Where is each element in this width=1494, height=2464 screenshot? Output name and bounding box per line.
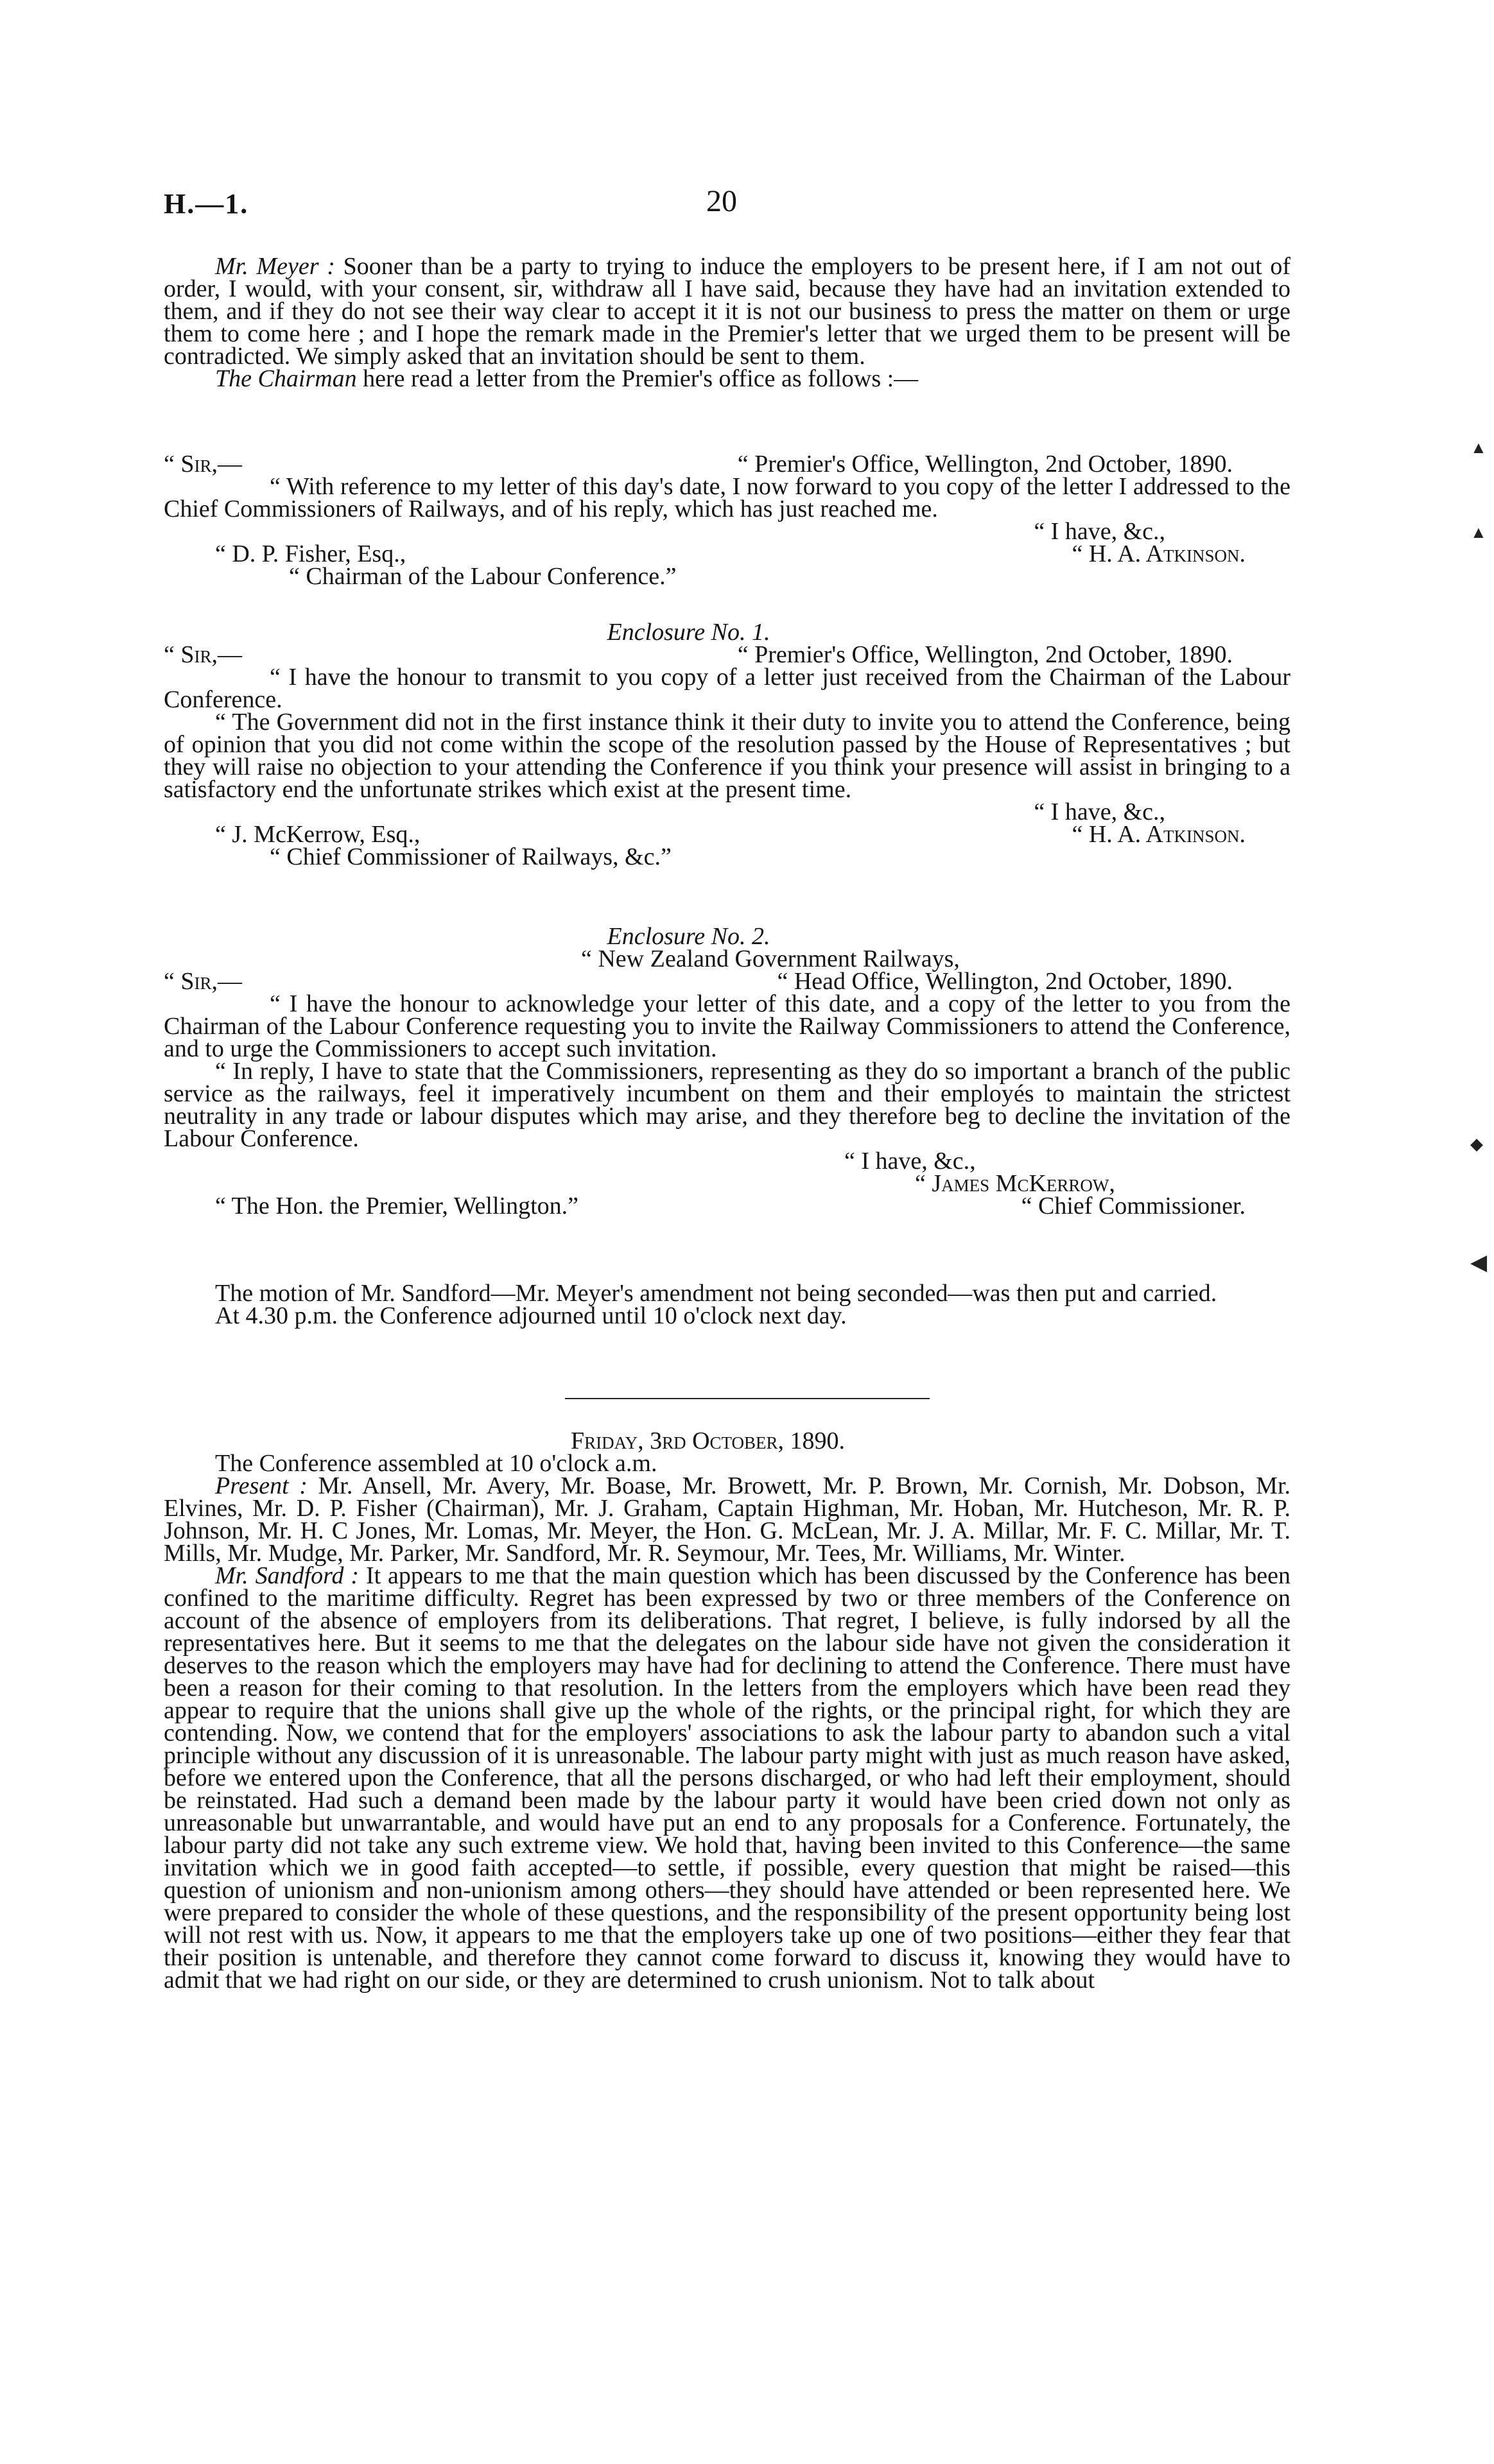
letter-salutation: “ Sir,— — [164, 451, 242, 478]
motion-paragraph: The motion of Mr. Sandford—Mr. Meyer's amendment not being seconded—was then put and carried. — [215, 1280, 1217, 1307]
enclosure-2-title: Enclosure No. 2. — [607, 923, 770, 950]
letter-addressee-title: “ Chairman of the Labour Conference.” — [289, 563, 677, 590]
speaker-meyer: Mr. Meyer : — [215, 253, 335, 280]
present-list: Mr. Ansell, Mr. Avery, Mr. Boase, Mr. Browett, Mr. P. Brown, Mr. Cornish, Mr. Dobson, Mr. Elvines, Mr. D. P. Fisher (Chairman), Mr. J. Graham, Captain Highman, Mr. Hoban, Mr. Hutcheson, Mr. R. P. Johnson, Mr. H. C Jones, Mr. Lomas, Mr. Meyer, the Hon. G. McLean, Mr. J. A. Millar, Mr. F. C. Millar, Mr. T. Mills, Mr. Mudge, Mr. Parker, Mr. Sandford, Mr. R. Seymour, Mr. Tees, Mr. Williams, Mr. Winter. — [164, 1472, 1291, 1567]
enclosure-1-body-2: “ The Government did not in the first instance think it their duty to invite you to attend the Conference, being of opinion that you did not come within the scope of the resolution passed by the House of Representatives ; but they will raise no objection to your attending the Conference if you think your presence will assist in bringing to a satisfactory end the unfortunate strikes which exist at the present time. — [164, 709, 1290, 803]
enclosure-2-closing: “ I have, &c., — [844, 1148, 976, 1175]
sandford-paragraph — [164, 1562, 1291, 1994]
enclosure-1-salutation: “ Sir,— — [164, 641, 242, 668]
enclosure-1-heading-row — [164, 641, 1290, 668]
enclosure-1-addressee: “ J. McKerrow, Esq., — [215, 821, 421, 848]
margin-mark: ◀ — [1470, 1251, 1488, 1275]
enclosure-2-body-1: “ I have the honour to acknowledge your letter of this date, and a copy of the letter to you from the Chairman of the Labour Conference requesting you to invite the Railway Commissioners to attend the Conference, and to urge the Commissioners to accept such invitation. — [164, 990, 1290, 1062]
enclosure-2 — [164, 923, 1290, 1219]
speaker-chairman: The Chairman — [215, 365, 357, 392]
enclosure-2-addressee: “ The Hon. the Premier, Wellington.” — [215, 1193, 578, 1219]
speaker-sandford: Mr. Sandford : — [215, 1562, 360, 1589]
letter-sign-row — [164, 540, 1290, 567]
letter-addressee: “ D. P. Fisher, Esq., — [215, 540, 406, 567]
letter-place-date: “ Premier's Office, Wellington, 2nd October, 1890. — [737, 451, 1233, 478]
enclosure-2-sign-row — [164, 1195, 1290, 1218]
margin-mark: ◆ — [1470, 1135, 1483, 1153]
sandford-text: It appears to me that the main question which has been discussed by the Conference has been confined to the maritime difficulty. Regret has been expressed by two or three members of the Conference on account of the absence of employers from its deliberations. That regret, I believe, is fully indorsed by all the representatives here. But it seems to me that the delegates on the labour side have not given the consideration it deserves to the reason which the employers may have had for declining to attend the Conference. There must have been a reason for their coming to that resolution. In the letters from the employers which have been read they appear to require that the unions shall give up the whole of the rights, or the principal right, for which they are contending. Now, we contend that for the employers' associations to ask the labour party to abandon such a vital principle without any discussion of it is unreasonable. The labour party might with just as much reason have asked, before we entered upon the Conference, that all the persons discharged, or who had left their employment, should be reinstated. Had such a demand been made by the labour party it would have been cried down not only as unreasonable but unwarrantable, and would have put an end to any proposals for a Conference. Fortunately, the labour party did not take any such extreme view. We hold that, having been invited to this Conference—the same invitation which we in good faith accepted—to settle, if possible, every question that might be raised—this question of unionism and non-unionism among others—they should have attended or been represented here. We were prepared to consider the whole of these questions, and the responsibility of the present opportunity being lost will not rest with us. Now, it appears to me that the employers take up one of two positions—either they fear that their position is untenable, and therefore they cannot come forward to discuss it, knowing they would have to admit that we had right on our side, or they are determined to crush unionism. Not to talk about — [164, 1562, 1291, 1994]
enclosure-1-signature: “ H. A. Atkinson. — [1072, 821, 1246, 848]
enclosure-2-signature: “ James McKerrow, — [915, 1170, 1115, 1197]
chairman-paragraph — [164, 365, 1290, 392]
enclosure-2-body-2: “ In reply, I have to state that the Commissioners, representing as they do so important a branch of the public service as the railways, feel it imperatively incumbent on them and their employés to maintain the strictest neutrality in any trade or labour disputes which may arise, and they therefore beg to decline the invitation of the Labour Conference. — [164, 1058, 1290, 1152]
assembled-paragraph: The Conference assembled at 10 o'clock a.m. — [215, 1450, 657, 1477]
meyer-text: Sooner than be a party to trying to induce the employers to be present here, if I am not out of order, I would, with your consent, sir, withdraw all I have said, because they have had an invitation extended to them, and if they do not see their way clear to accept it it is not our business to press the matter on them or urge them to come here ; and I hope the remark made in the Premier's letter that we urged them to be present will be contradicted. We simply asked that an invitation should be sent to them. — [164, 253, 1291, 370]
letter-signature: “ H. A. Atkinson. — [1072, 540, 1246, 567]
page-number: 20 — [706, 184, 737, 218]
present-label: Present : — [215, 1472, 308, 1499]
motion-section — [164, 1282, 1290, 1327]
meyer-paragraph — [164, 255, 1290, 368]
letter-premier — [164, 453, 1290, 588]
enclosure-1-place-date: “ Premier's Office, Wellington, 2nd October, 1890. — [737, 641, 1233, 668]
adjournment-paragraph: At 4.30 p.m. the Conference adjourned until 10 o'clock next day. — [215, 1302, 847, 1329]
chairman-text: here read a letter from the Premier's office as follows :— — [363, 365, 919, 392]
enclosure-1-title: Enclosure No. 1. — [607, 619, 770, 646]
friday-section — [164, 1427, 1291, 1994]
enclosure-1-body-1: “ I have the honour to transmit to you copy of a letter just received from the Chairman of the Labour Conference. — [164, 664, 1290, 713]
enclosure-2-place-date: “ Head Office, Wellington, 2nd October, 1890. — [777, 968, 1233, 995]
margin-mark: ▲ — [1470, 523, 1487, 542]
enclosure-2-heading-row — [164, 970, 1290, 993]
friday-date-heading: Friday, 3rd October, 1890. — [570, 1427, 846, 1454]
enclosure-1 — [164, 621, 1290, 868]
enclosure-1-addressee-title: “ Chief Commissioner of Railways, &c.” — [270, 843, 672, 870]
document-reference: H.—1. — [164, 188, 249, 220]
margin-mark: ▲ — [1470, 438, 1487, 457]
section-divider — [565, 1398, 930, 1399]
enclosure-1-closing: “ I have, &c., — [1034, 798, 1165, 825]
letter-closing: “ I have, &c., — [1034, 518, 1165, 545]
letter-body: “ With reference to my letter of this day's date, I now forward to you copy of the letter I addressed to the Chief Commissioners of Railways, and of his reply, which has just reached me. — [164, 473, 1290, 522]
enclosure-1-sign-row — [164, 823, 1290, 846]
enclosure-2-salutation: “ Sir,— — [164, 968, 242, 995]
letter-heading-row — [164, 453, 1290, 476]
enclosure-2-signature-title: “ Chief Commissioner. — [1021, 1193, 1246, 1219]
present-paragraph — [164, 1472, 1291, 1567]
enclosure-2-organisation: “ New Zealand Government Railways, — [581, 945, 960, 972]
meyer-section — [164, 255, 1290, 390]
